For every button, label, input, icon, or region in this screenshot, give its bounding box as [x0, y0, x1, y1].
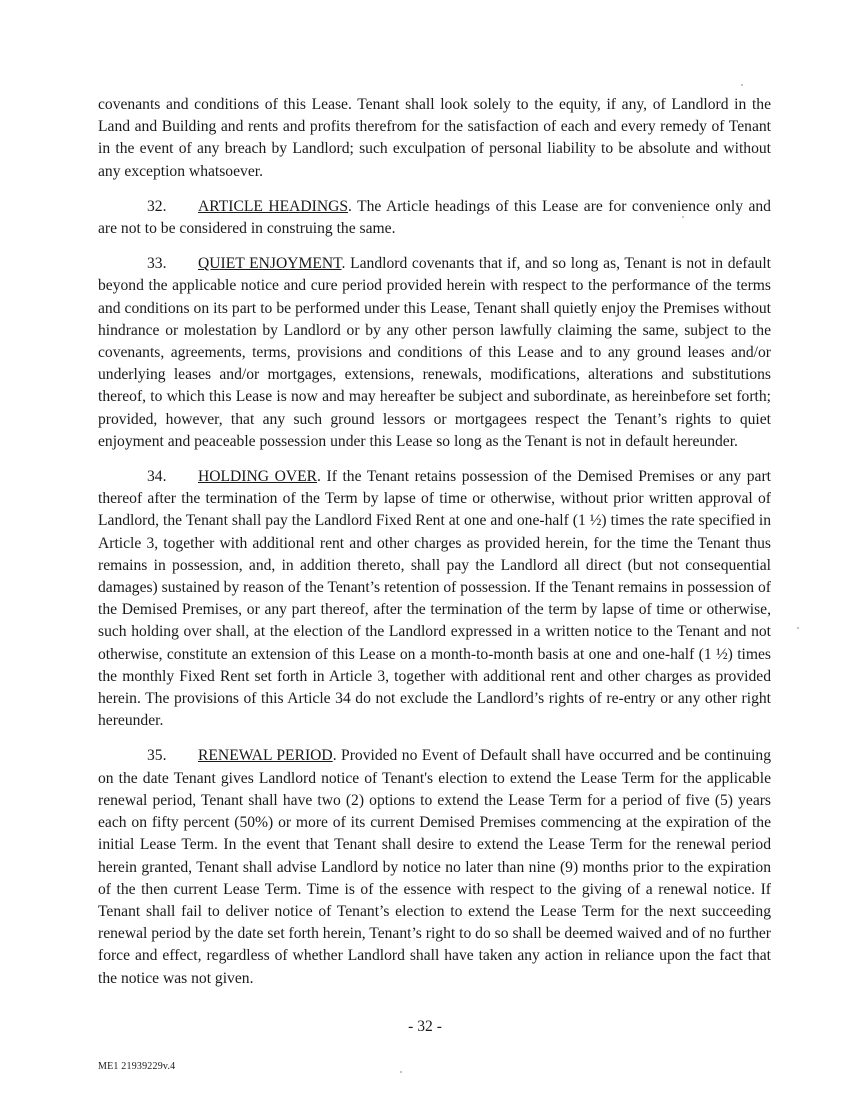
section-text: . Provided no Event of Default shall have occurred and be continuing on the date Tenant gives Landlord notice of Tenant's election to extend the Lease Term for the applicable renewal period, Tenant shall have two (2) options to extend the Lease Term for a period of five (5) years each on fifty percent (50%) or more of its current Demised Premises commencing at the expiration of the initial Lease Term. In the event that Tenant shall desire to extend the Lease Term for the renewal period herein granted, Tenant shall advise Landlord by notice no later than nine (9) months prior to the expiration of the then current Lease Term. Time is of the essence with respect to the giving of a renewal notice. If Tenant shall fail to deliver notice of Tenant’s election to extend the Lease Term for the next succeeding renewal period by the date set forth herein, Tenant’s right to do so shall be deemed waived and of no further force and effect, regardless of whether Landlord shall have taken any action in reliance upon the fact that the notice was not given.	[98, 747, 771, 987]
section-number: 32.	[147, 197, 167, 215]
section-number: 33.	[147, 255, 167, 273]
section-35-paragraph	[98, 745, 771, 989]
section-heading: RENEWAL PERIOD	[198, 747, 333, 765]
section-text: . The Article headings of this Lease are for convenience only and are not to be considered in construing the same.	[98, 197, 771, 238]
section-heading: ARTICLE HEADINGS	[198, 197, 349, 215]
page-number: - 32 -	[408, 1018, 442, 1035]
section-text: . Landlord covenants that if, and so long as, Tenant is not in default beyond the applicable notice and cure period provided herein with respect to the performance of the terms and conditions on its part to be performed under this Lease, Tenant shall quietly enjoy the Premises without hindrance or molestation by Landlord or by any other person lawfully claiming the same, subject to the covenants, agreements, terms, provisions and conditions of this Lease and to any ground leases and/or underlying leases and/or mortgages, extensions, renewals, modifications, alterations and substitutions thereof, to which this Lease is now and may hereafter be subject and subordinate, as hereinbefore set forth; provided, however, that any such ground lessors or mortgagees respect the Tenant’s rights to quiet enjoyment and peaceable possession under this Lease so long as the Tenant is not in default hereunder.	[98, 255, 772, 450]
document-id: ME1 21939229v.4	[98, 1061, 176, 1072]
intro-paragraph: covenants and conditions of this Lease. Tenant shall look solely to the equity, if any, of Landlord in the Land and Building and rents and profits therefrom for the satisfaction of each and every remedy of Tenant in the event of any breach by Landlord; such exculpation of personal liability to be absolute and without any exception whatsoever.	[98, 96, 771, 180]
section-text: . If the Tenant retains possession of the Demised Premises or any part thereof after the termination of the Term by lapse of time or otherwise, without prior written approval of Landlord, the Tenant shall pay the Landlord Fixed Rent at one and one-half (1 ½) times the rate specified in Article 3, together with additional rent and other charges as provided herein, for the time the Tenant thus remains in possession, and, in addition thereto, shall pay the Landlord all direct (but not consequential damages) sustained by reason of the Tenant’s retention of possession. If the Tenant remains in possession of the Demised Premises, or any part thereof, after the termination of the term by lapse of time or otherwise, such holding over shall, at the election of the Landlord expressed in a written notice to the Tenant and not otherwise, constitute an extension of this Lease on a month-to-month basis at one and one-half (1 ½) times the monthly Fixed Rent set forth in Article 3, together with additional rent and other charges as provided herein. The provisions of this Article 34 do not exclude the Landlord’s rights of re-entry or any other right hereunder.	[98, 468, 771, 730]
section-32-paragraph	[98, 196, 771, 240]
section-number: 34.	[147, 468, 167, 486]
section-heading: QUIET ENJOYMENT	[198, 255, 342, 273]
scan-speck	[797, 627, 799, 629]
section-heading: HOLDING OVER	[198, 468, 318, 486]
scan-speck	[400, 1071, 402, 1073]
section-33-paragraph	[98, 253, 771, 453]
section-34-paragraph	[98, 466, 771, 732]
section-number: 35.	[147, 747, 167, 765]
scan-speck	[682, 216, 684, 218]
document-body	[98, 94, 771, 1003]
scan-speck	[741, 84, 743, 86]
